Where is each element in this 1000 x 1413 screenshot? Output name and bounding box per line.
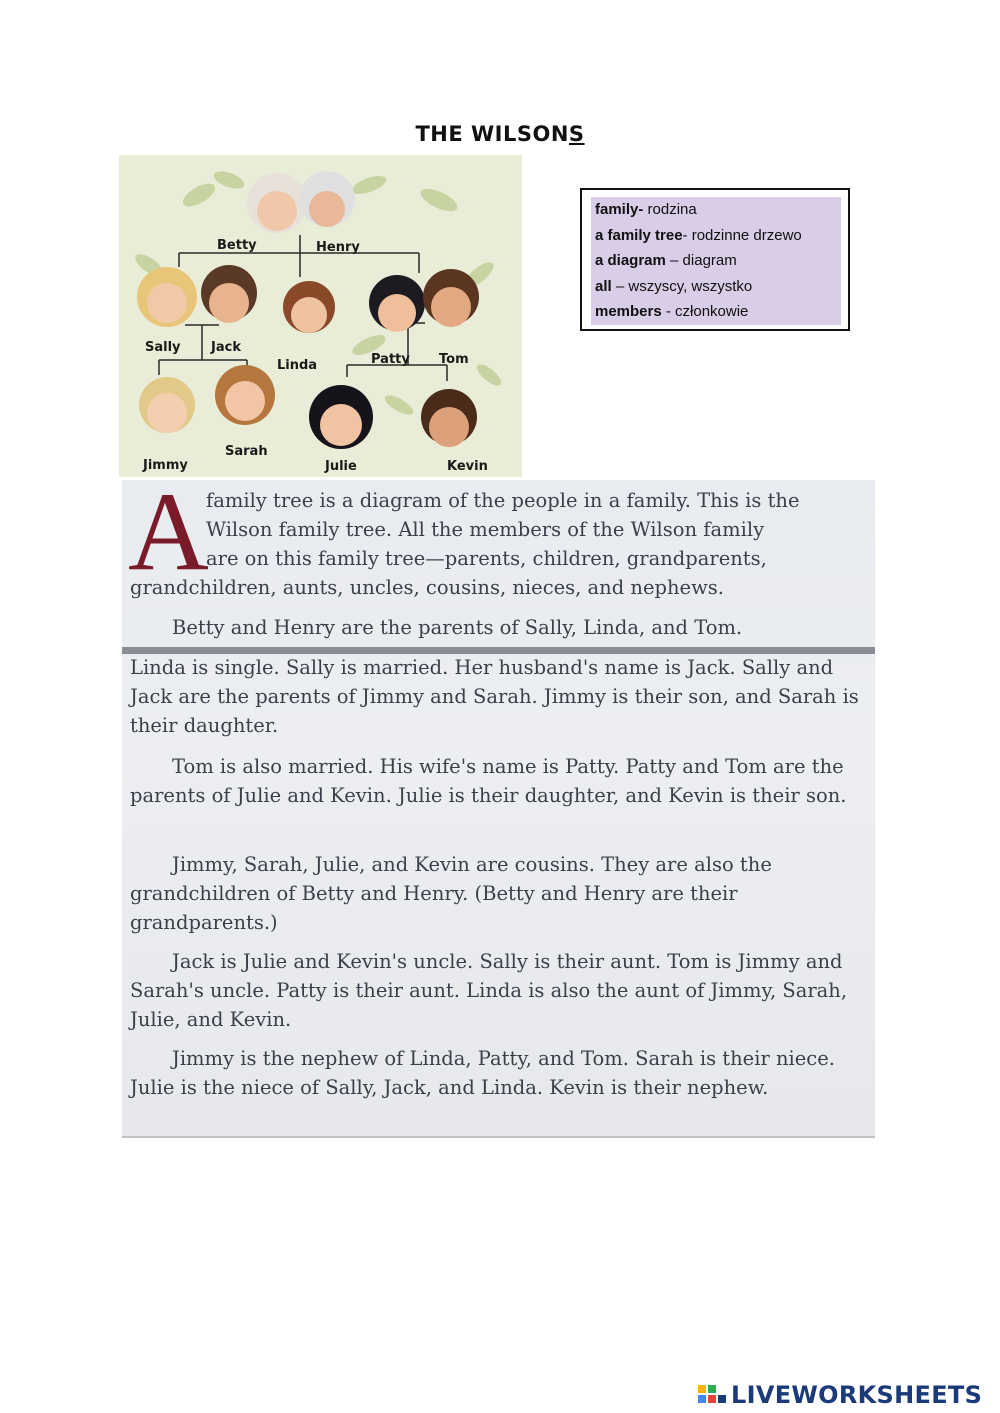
paragraph-1-line: family tree is a diagram of the people in a family. This is the (206, 489, 800, 512)
label-julie: Julie (325, 459, 357, 474)
label-sarah: Sarah (225, 444, 268, 459)
liveworksheets-logo (697, 1378, 997, 1412)
label-betty: Betty (217, 238, 257, 253)
liveworksheets-brand: LIVEWORKSHEETS (731, 1381, 983, 1409)
paragraph-2: Betty and Henry are the parents of Sally, Linda, and Tom. (172, 616, 743, 639)
label-sally: Sally (145, 340, 181, 355)
label-linda: Linda (277, 358, 318, 373)
vocabulary-box (580, 188, 850, 331)
page-title: THE WILSONS (415, 122, 585, 146)
paragraph-5: Jimmy, Sarah, Julie, and Kevin are cousins. They are also the grandchildren of Betty and Henry. (Betty and Henry are their grandparents.) (130, 853, 772, 934)
portraits (137, 171, 479, 449)
label-jimmy: Jimmy (143, 458, 188, 473)
paragraph-3: Linda is single. Sally is married. Her husband's name is Jack. Sally and Jack are the parents of Jimmy and Sarah. Jimmy is their son, and Sarah is their daughter. (130, 656, 859, 737)
paragraph-1-line: Wilson family tree. All the members of the Wilson family (206, 518, 765, 541)
liveworksheets-logo-icon (697, 1381, 727, 1409)
paragraph-1-line: grandchildren, aunts, uncles, cousins, nieces, and nephews. (130, 576, 724, 599)
drop-cap: A (128, 480, 209, 594)
label-jack: Jack (211, 340, 241, 355)
reading-passage (122, 480, 875, 1138)
paragraph-1-line: are on this family tree—parents, children, grandparents, (206, 547, 767, 570)
vocab-item: a diagram – diagram (595, 252, 737, 270)
paragraph-4: Tom is also married. His wife's name is Patty. Patty and Tom are the parents of Julie and Kevin. Julie is their daughter, and Kevin is their son. (130, 755, 847, 807)
paragraph-7: Jimmy is the nephew of Linda, Patty, and Tom. Sarah is their niece. Julie is the niece of Sally, Jack, and Linda. Kevin is their nephew. (130, 1047, 835, 1099)
vocab-item: family- rodzina (595, 201, 697, 218)
family-tree-svg (119, 155, 522, 477)
vocab-item: members - członkowie (595, 303, 749, 321)
vocab-item: a family tree- rodzinne drzewo (595, 226, 802, 244)
label-henry: Henry (316, 240, 360, 255)
paragraph-6: Jack is Julie and Kevin's uncle. Sally is their aunt. Tom is Jimmy and Sarah's uncle. Patty is their aunt. Linda is also the aunt of Jimmy, Sarah, Julie, and Kevin. (130, 950, 848, 1031)
label-kevin: Kevin (447, 459, 488, 474)
vocab-item: all – wszyscy, wszystko (595, 277, 753, 295)
label-patty: Patty (371, 352, 410, 367)
label-tom: Tom (439, 352, 469, 367)
family-tree-illustration (119, 155, 522, 477)
vocabulary-list (591, 197, 841, 325)
